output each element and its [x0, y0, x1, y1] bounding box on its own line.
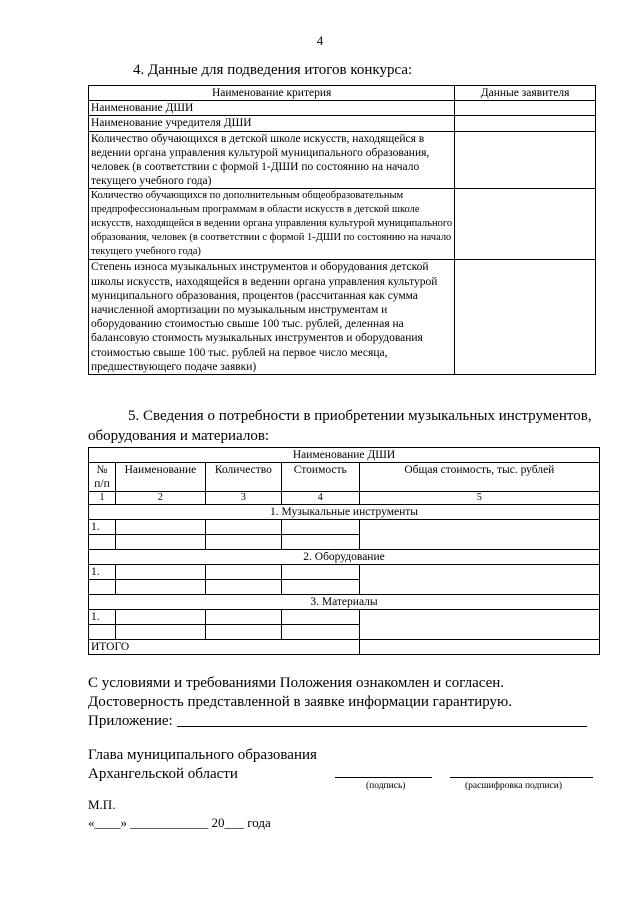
price-cell[interactable] [281, 565, 359, 580]
applicant-data-cell[interactable] [455, 260, 596, 375]
quantity-cell[interactable] [205, 610, 281, 625]
needs-table [88, 447, 600, 655]
price-cell[interactable] [281, 580, 359, 595]
signature-line[interactable] [335, 777, 432, 778]
total-label: ИТОГО [89, 640, 360, 655]
quantity-cell[interactable] [205, 565, 281, 580]
total-cost-cell[interactable] [359, 520, 599, 550]
price-cell[interactable] [281, 610, 359, 625]
signer-title: Глава муниципального образования [88, 747, 317, 763]
item-name-cell[interactable] [115, 610, 205, 625]
criteria-table [88, 85, 596, 375]
attachment-line[interactable] [177, 726, 587, 727]
table-row [89, 189, 596, 260]
group-title: 3. Материалы [89, 595, 600, 610]
signature-decoding-line[interactable] [450, 777, 593, 778]
needs-table-header [89, 463, 600, 492]
column-number: 2 [115, 492, 205, 505]
signature-caption: (подпись) [366, 781, 406, 791]
total-cost-cell[interactable] [359, 565, 599, 595]
group-title: 1. Музыкальные инструменты [89, 505, 600, 520]
group-title: 2. Оборудование [89, 550, 600, 565]
row-number: 1. [89, 520, 116, 535]
criteria-table-header [89, 86, 596, 101]
date-line: «____» ____________ 20___ года [88, 815, 271, 830]
criterion-column-header: Наименование критерия [89, 86, 455, 101]
page-number: 4 [316, 33, 324, 48]
row-number [89, 580, 116, 595]
row-number: 1. [89, 565, 116, 580]
guarantee-statement: Достоверность представленной в заявке информации гарантирую. [88, 694, 512, 710]
applicant-data-cell[interactable] [455, 116, 596, 131]
item-name-cell[interactable] [115, 535, 205, 550]
criterion-cell: Количество обучающихся по дополнительным общеобразовательным предпрофессиональным программам в области искусств в детской школе искусств, находящейся в ведении органа управления культурой муниципального образования, человек (в соответствии с формой 1-ДШИ по состоянию на начало текущего учебного года) [89, 189, 455, 260]
item-name-cell[interactable] [115, 565, 205, 580]
column-header: Стоимость [281, 463, 359, 492]
criterion-cell: Наименование ДШИ [89, 101, 455, 116]
column-number: 3 [205, 492, 281, 505]
column-number: 5 [359, 492, 599, 505]
row-number [89, 535, 116, 550]
quantity-cell[interactable] [205, 520, 281, 535]
column-number: 1 [89, 492, 116, 505]
item-name-cell[interactable] [115, 580, 205, 595]
column-header: Общая стоимость, тыс. рублей [359, 463, 599, 492]
column-number: 4 [281, 492, 359, 505]
applicant-data-cell[interactable] [455, 189, 596, 260]
agreement-statement: С условиями и требованиями Положения ознакомлен и согласен. [88, 675, 505, 691]
criterion-cell: Наименование учредителя ДШИ [89, 116, 455, 131]
table-row [89, 101, 596, 116]
applicant-data-cell[interactable] [455, 131, 596, 189]
grand-total-cell[interactable] [359, 640, 599, 655]
section-5-heading: 5. Сведения о потребности в приобретении музыкальных инструментов, оборудования и материалов: [88, 408, 592, 444]
row-number: 1. [89, 610, 116, 625]
applicant-data-cell[interactable] [455, 101, 596, 116]
column-header: Количество [205, 463, 281, 492]
price-cell[interactable] [281, 520, 359, 535]
price-cell[interactable] [281, 535, 359, 550]
item-name-cell[interactable] [115, 520, 205, 535]
stamp-place: М.П. [88, 797, 116, 812]
table-row [89, 260, 596, 375]
table-row [89, 116, 596, 131]
section-4-heading: 4. Данные для подведения итогов конкурса: [133, 62, 413, 78]
column-header: Наименование [115, 463, 205, 492]
signer-region: Архангельской области [88, 766, 238, 782]
row-number [89, 625, 116, 640]
school-name-header: Наименование ДШИ [89, 448, 600, 463]
criterion-cell: Количество обучающихся в детской школе искусств, находящейся в ведении органа управления культурой муниципального образования, человек (в соответствии с формой 1-ДШИ по состоянию на начало текущего учебного года) [89, 131, 455, 189]
price-cell[interactable] [281, 625, 359, 640]
criterion-cell: Степень износа музыкальных инструментов и оборудования детской школы искусств, находящейся в ведении органа управления культурой муниципального образования, процентов (рассчитанная как сумма начисленной амортизации по музыкальным инструментам и оборудованию стоимостью свыше 100 тыс. рублей, деленная на балансовую стоимость музыкальных инструментов и оборудования стоимостью свыше 100 тыс. рублей на первое число месяца, предшествующего подаче заявки) [89, 260, 455, 375]
applicant-column-header: Данные заявителя [455, 86, 596, 101]
column-header: № п/п [89, 463, 116, 492]
item-name-cell[interactable] [115, 625, 205, 640]
table-row [89, 131, 596, 189]
total-cost-cell[interactable] [359, 610, 599, 640]
quantity-cell[interactable] [205, 580, 281, 595]
decoding-caption: (расшифровка подписи) [465, 781, 562, 791]
quantity-cell[interactable] [205, 535, 281, 550]
attachment-label: Приложение: [88, 713, 173, 729]
quantity-cell[interactable] [205, 625, 281, 640]
